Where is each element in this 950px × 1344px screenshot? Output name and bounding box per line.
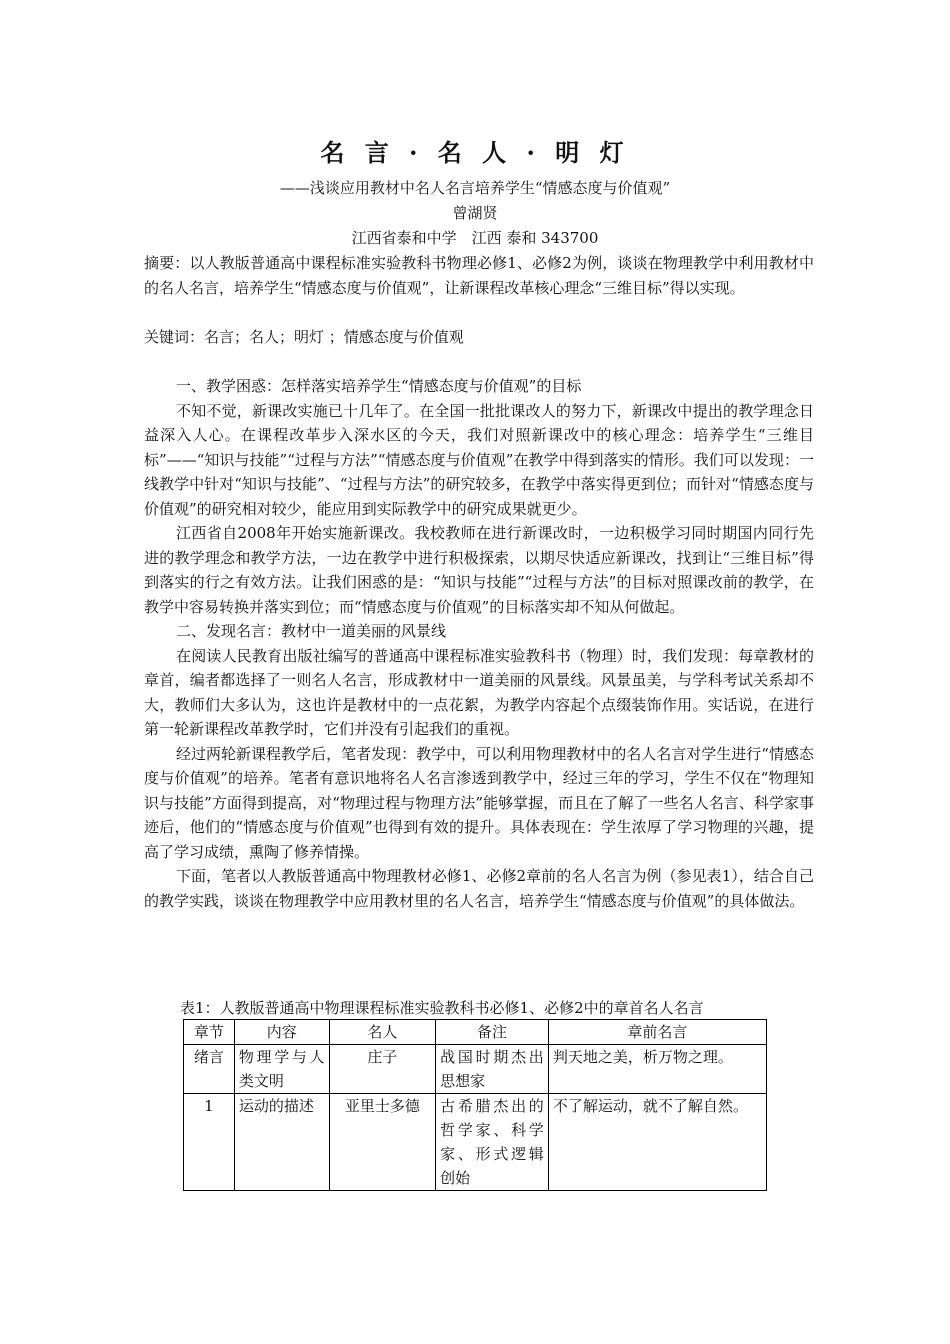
section-1-paragraph-2: 江西省自2008年开始实施新课改。我校教师在进行新课改时，一边积极学习同时期国内同行先进的教学理念和教学方法，一边在教学中进行积极探索，以期尽快适应新课改，找到让“三维目标”得到落实的行之有效方法。让我们困惑的是：“知识与技能”“过程与方法”的目标对照课改前的教学，在教学中容易转换并落实到位；而“情感态度与价值观”的目标落实却不知从何做起。 — [144, 524, 814, 616]
table-caption: 表1：人教版普通高中物理课程标准实验教科书必修1、必修2中的章首名人名言 — [180, 999, 704, 1017]
abstract-block — [144, 251, 814, 300]
article-title: 名 言 · 名 人 · 明 灯 — [320, 138, 630, 167]
keywords-text: 关键词：名言；名人；明灯 ；情感态度与价值观 — [144, 328, 464, 346]
quotes-table — [183, 1019, 767, 1191]
abstract-text: 摘要：以人教版普通高中课程标准实验教科书物理必修1、必修2为例，谈谈在物理教学中利用教材中的名人名言，培养学生“情感态度与价值观”，让新课程改革核心理念“三维目标”得以实现。 — [144, 254, 814, 297]
table-header-row — [184, 1020, 767, 1045]
header-cell: 名人 — [329, 1020, 436, 1045]
header-cell: 章前名言 — [548, 1020, 766, 1045]
table-cell: 战国时期杰出思想家 — [436, 1045, 549, 1094]
section-2-paragraph-3: 下面，笔者以人教版普通高中物理教材必修1、必修2章前的名人名言为例（参见表1），结合自己的教学实践，谈谈在物理教学中应用教材里的名人名言，培养学生“情感态度与价值观”的具体做法。 — [144, 867, 814, 910]
table-cell: 古希腊杰出的哲学家、科学家、形式逻辑创始 — [436, 1094, 549, 1191]
table-cell: 不了解运动，就不了解自然。 — [548, 1094, 766, 1191]
section-2-paragraph-2: 经过两轮新课程教学后，笔者发现：教学中，可以利用物理教材中的名人名言对学生进行“情感态度与价值观”的培养。笔者有意识地将名人名言渗透到教学中，经过三年的学习，学生不仅在“物理知识与技能”方面得到提高，对“物理过程与物理方法”能够掌握，而且在了解了一些名人名言、科学家事迹后，他们的“情感态度与价值观”也得到有效的提升。具体表现在：学生浓厚了学习物理的兴趣，提高了学习成绩，熏陶了修养情操。 — [144, 744, 814, 861]
article-subtitle: ——浅谈应用教材中名人名言培养学生“情感态度与价值观” — [279, 179, 671, 197]
header-cell: 内容 — [234, 1020, 329, 1045]
section-2-heading: 二、发现名言：教材中一道美丽的风景线 — [176, 622, 447, 640]
table-cell: 庄子 — [329, 1045, 436, 1094]
table-cell: 物理学与人类文明 — [234, 1045, 329, 1094]
header-cell: 章节 — [184, 1020, 235, 1045]
table-cell: 1 — [184, 1094, 235, 1191]
table-cell: 绪言 — [184, 1045, 235, 1094]
table-cell: 运动的描述 — [234, 1094, 329, 1191]
section-1-heading: 一、教学困惑：怎样落实培养学生“情感态度与价值观”的目标 — [176, 377, 582, 395]
table-cell: 亚里士多德 — [329, 1094, 436, 1191]
section-2-paragraph-1: 在阅读人民教育出版社编写的普通高中课程标准实验教科书（物理）时，我们发现：每章教材的章首，编者都选择了一则名人名言，形成教材中一道美丽的风景线。风景虽美，与学科考试关系却不大，教师们大多认为，这也许是教材中的一点花絮，为教学内容起个点缀装饰作用。实话说，在进行第一轮新课程改革教学时，它们并没有引起我们的重视。 — [144, 646, 814, 738]
keywords-block — [144, 325, 814, 350]
table-row — [184, 1045, 767, 1094]
header-cell: 备注 — [436, 1020, 549, 1045]
article-affiliation: 江西省泰和中学 江西 泰和 343700 — [351, 229, 599, 247]
table-cell: 判天地之美，析万物之理。 — [548, 1045, 766, 1094]
table-row — [184, 1094, 767, 1191]
section-1-paragraph-1: 不知不觉，新课改实施已十几年了。在全国一批批课改人的努力下，新课改中提出的教学理念日益深入人心。在课程改革步入深水区的今天，我们对照新课改中的核心理念：培养学生“三维目标”——“知识与技能”“过程与方法”“情感态度与价值观”在教学中得到落实的情形。我们可以发现：一线教学中针对“知识与技能”、“过程与方法”的研究较多，在教学中落实得更到位；而针对“情感态度与价值观”的研究相对较少，能应用到实际教学中的研究成果就更少。 — [144, 401, 814, 518]
article-author: 曾湖贤 — [452, 204, 498, 222]
article-body — [144, 374, 814, 913]
